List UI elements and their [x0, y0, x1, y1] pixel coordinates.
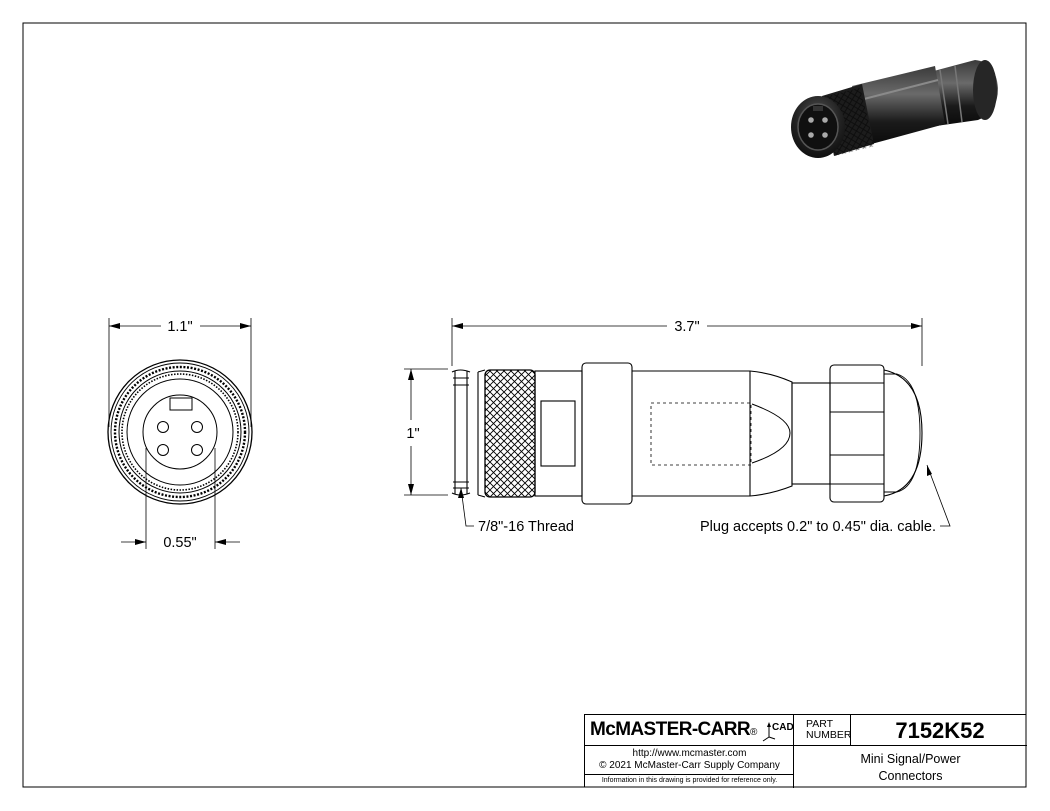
pin-3 — [158, 445, 169, 456]
knurled-nut — [485, 370, 535, 497]
part-number-label: PART NUMBER — [806, 718, 852, 741]
part-number-value: 7152K52 — [895, 718, 985, 743]
end-width-label: 1.1" — [167, 319, 193, 335]
end-view — [108, 360, 252, 504]
title-block — [584, 714, 1026, 787]
pin-1 — [158, 422, 169, 433]
cable-callout-label: Plug accepts 0.2" to 0.45" dia. cable. — [699, 519, 936, 535]
description-cell — [794, 746, 1027, 788]
diameter-dimension — [404, 369, 448, 495]
part-number-cell — [794, 715, 1027, 746]
pin-2 — [192, 422, 203, 433]
cable-callout — [700, 465, 950, 535]
pin-spacing-label: 0.55" — [163, 535, 197, 551]
pin-4 — [192, 445, 203, 456]
description-line-1: Mini Signal/Power — [860, 752, 961, 766]
product-photo — [791, 60, 998, 158]
brand-cell — [585, 715, 794, 746]
overall-length-label: 3.7" — [674, 319, 700, 335]
website-url: http://www.mcmaster.com — [632, 748, 747, 759]
copyright-text: © 2021 McMaster-Carr Supply Company — [599, 760, 780, 771]
end-width-dimension — [109, 318, 251, 427]
cad-mark: CAD — [772, 722, 794, 733]
thread-callout-label: 7/8"-16 Thread — [478, 519, 574, 535]
keyway — [170, 398, 192, 410]
brand-logo: McMASTER-CARR® — [590, 719, 757, 740]
side-view — [452, 363, 922, 504]
website-cell — [585, 746, 794, 788]
description-line-2: Connectors — [878, 769, 943, 783]
overall-length-dimension — [452, 318, 922, 366]
diameter-label: 1" — [406, 426, 420, 442]
disclaimer-text: Information in this drawing is provided for reference only. — [601, 777, 778, 784]
